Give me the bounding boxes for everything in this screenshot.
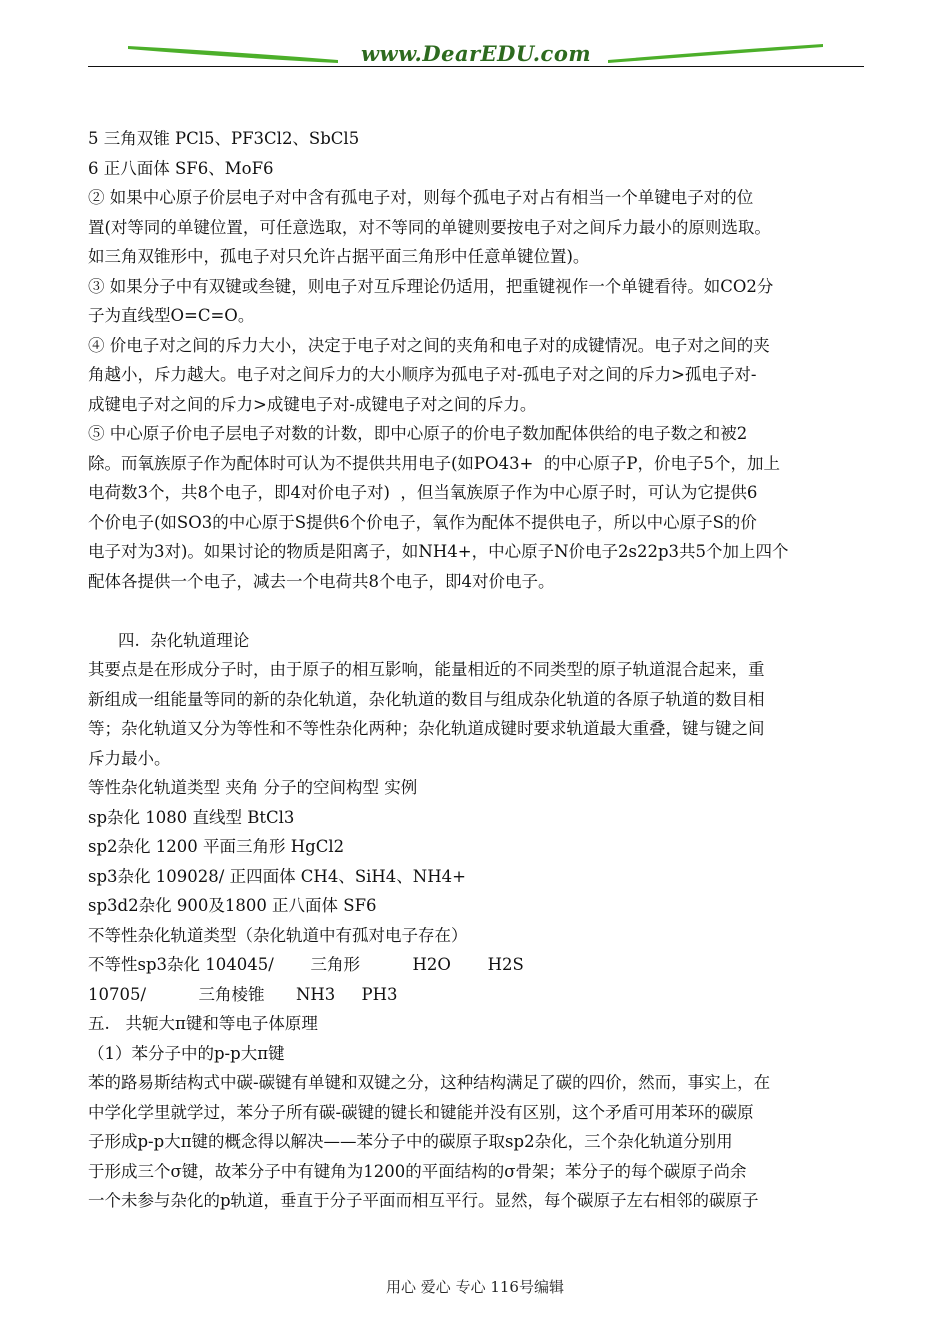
text-line: 斥力最小。 [88, 748, 171, 768]
text-line: 子形成p-p大π键的概念得以解决——苯分子中的碳原子取sp2杂化，三个杂化轨道分别用 [88, 1132, 733, 1151]
text-line: ⑤ 中心原子价电子层电子对数的计数，即中心原子的价电子数加配体供给的电子数之和被2 [88, 424, 748, 443]
text-line: 不等性sp3杂化 104045/ 三角形 H2O H2S [88, 955, 524, 974]
text-line: ② 如果中心原子价层电子对中含有孤电子对，则每个孤电子对占有相当一个单键电子对的位 [88, 188, 754, 207]
text-line: 10705/ 三角棱锥 NH3 PH3 [88, 984, 398, 1004]
header-divider [88, 66, 864, 67]
text-line: 电荷数3个，共8个电子，即4对价电子对) ，但当氧族原子作为中心原子时，可认为它提供6 [88, 483, 758, 502]
text-line: 中学化学里就学过，苯分子所有碳-碳键的键长和键能并没有区别，这个矛盾可用苯环的碳原 [88, 1102, 754, 1122]
text-line: 苯的路易斯结构式中碳-碳键有单键和双键之分，这种结构满足了碳的四价，然而，事实上，在 [88, 1073, 771, 1092]
text-line: （1）苯分子中的p-p大π键 [88, 1043, 285, 1063]
text-line: sp3d2杂化 900及1800 正八面体 SF6 [88, 896, 377, 915]
text-line: sp3杂化 109028/ 正四面体 CH4、SiH4、NH4+ [88, 866, 466, 886]
text-line: 等；杂化轨道又分为等性和不等性杂化两种；杂化轨道成键时要求轨道最大重叠，键与键之间 [88, 719, 765, 738]
text-line: 五. 共轭大π键和等电子体原理 [88, 1014, 318, 1033]
text-line: sp杂化 1080 直线型 BtCl3 [88, 807, 295, 827]
blank-line [88, 596, 866, 626]
site-title[interactable]: www.DearEDU.com [360, 41, 592, 66]
document-body [88, 124, 866, 1216]
text-line: 成键电子对之间的斥力>成键电子对-成键电子对之间的斥力。 [88, 394, 537, 414]
text-line: 新组成一组能量等同的新的杂化轨道，杂化轨道的数目与组成杂化轨道的各原子轨道的数目相 [88, 689, 765, 709]
text-line: ③ 如果分子中有双键或叁键，则电子对互斥理论仍适用，把重键视作一个单键看待。如CO2分 [88, 276, 774, 296]
text-line: 个价电子(如SO3的中心原于S提供6个价电子，氧作为配体不提供电子，所以中心原子S的价 [88, 512, 757, 532]
text-line: 除。而氧族原子作为配体时可认为不提供共用电子(如PO43+ 的中心原子P，价电子5个，加上 [88, 453, 780, 473]
text-line: ④ 价电子对之间的斥力大小，决定于电子对之间的夹角和电子对的成键情况。电子对之间的夹 [88, 335, 770, 355]
text-line: 电子对为3对)。如果讨论的物质是阳离子，如NH4+，中心原子N价电子2s22p3共5个加上四个 [88, 542, 789, 561]
text-line: sp2杂化 1200 平面三角形 HgCl2 [88, 837, 345, 856]
text-line: 角越小，斥力越大。电子对之间斥力的大小顺序为孤电子对-孤电子对之间的斥力>孤电子对- [88, 365, 757, 384]
text-line: 置(对等同的单键位置，可任意选取，对不等同的单键则要按电子对之间斥力最小的原则选取。 [88, 217, 771, 237]
page-footer: 用心 爱心 专心 116号编辑 [386, 1278, 564, 1296]
text-line: 配体各提供一个电子，减去一个电荷共8个电子，即4对价电子。 [88, 571, 555, 591]
text-line: 6 正八面体 SF6、MoF6 [88, 158, 274, 178]
text-line: 不等性杂化轨道类型（杂化轨道中有孤对电子存在） [88, 925, 468, 945]
text-line: 等性杂化轨道类型 夹角 分子的空间构型 实例 [88, 778, 418, 797]
text-line: 5 三角双锥 PCl5、PF3Cl2、SbCl5 [88, 129, 360, 148]
text-line: 如三角双锥形中，孤电子对只允许占据平面三角形中任意单键位置)。 [88, 247, 590, 266]
text-line: 于形成三个σ键，故苯分子中有键角为1200的平面结构的σ骨架；苯分子的每个碳原子尚余 [88, 1161, 747, 1181]
text-line: 子为直线型O=C=O。 [88, 306, 255, 325]
text-line: 一个未参与杂化的p轨道，垂直于分子平面而相互平行。显然，每个碳原子左右相邻的碳原子 [88, 1191, 759, 1210]
text-line: 其要点是在形成分子时，由于原子的相互影响，能量相近的不同类型的原子轨道混合起来，重 [88, 660, 765, 679]
text-line: 四. 杂化轨道理论 [118, 630, 250, 650]
